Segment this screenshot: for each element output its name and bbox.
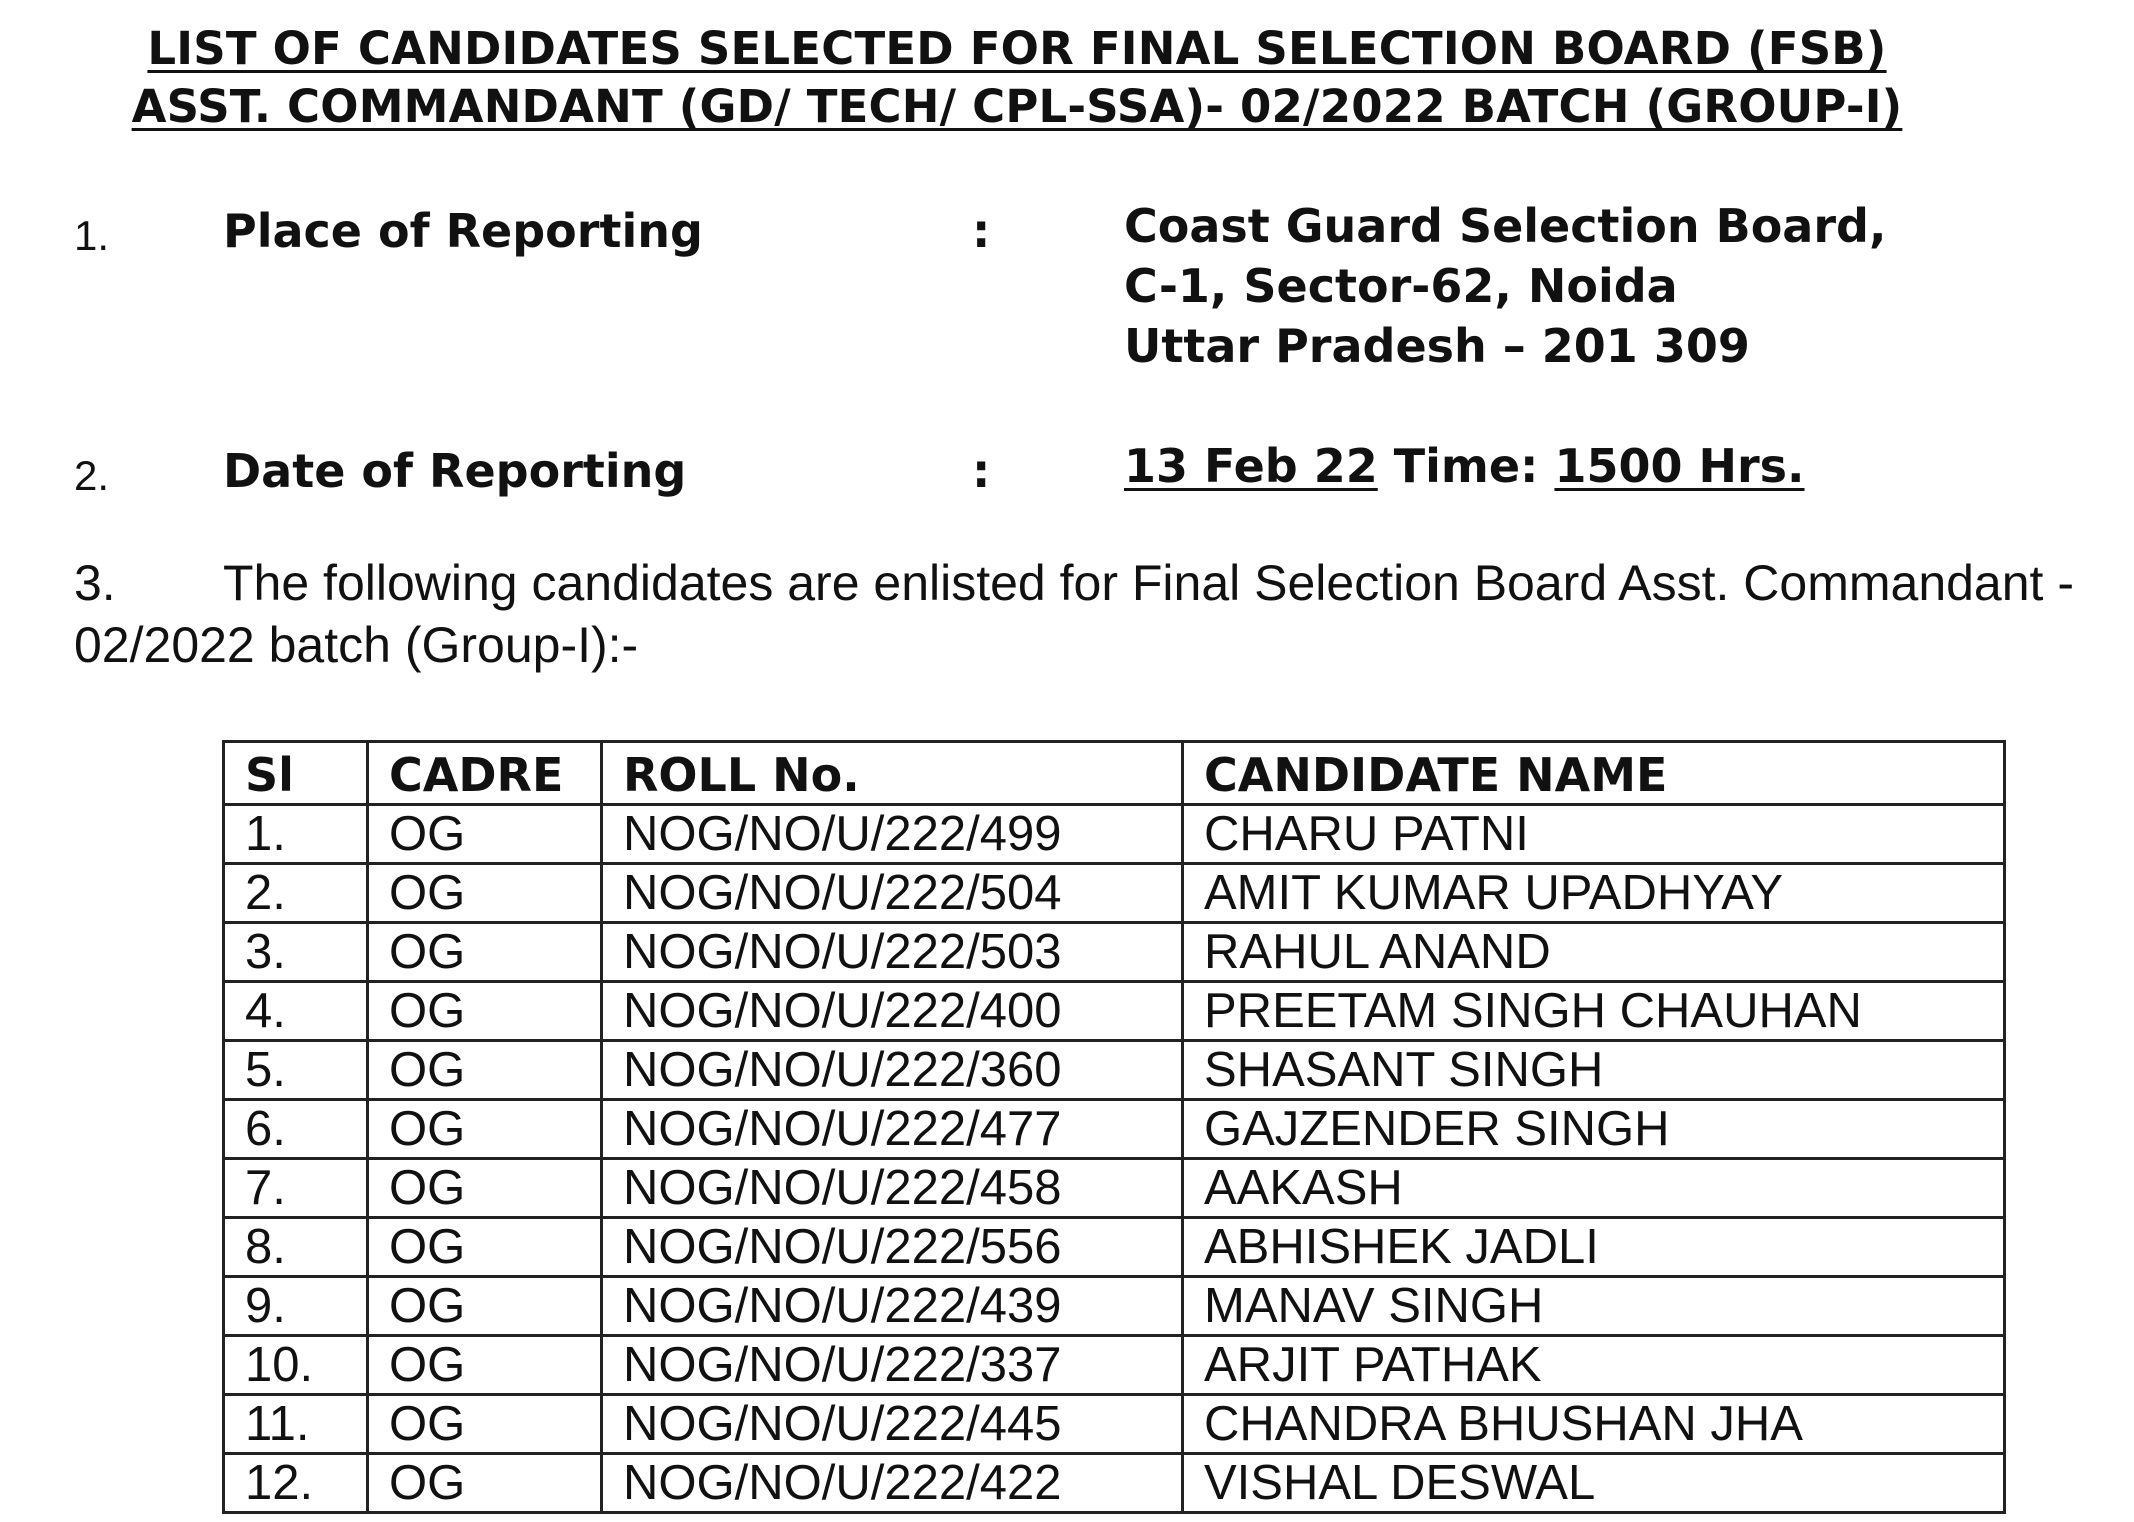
reporting-date: 13 Feb 22 [1124, 439, 1378, 493]
cell-cadre: OG [368, 864, 602, 923]
cell-sl: 5. [224, 1041, 368, 1100]
cell-candidate-name: AAKASH [1183, 1159, 2005, 1218]
cell-roll-no: NOG/NO/U/222/360 [602, 1041, 1183, 1100]
cell-roll-no: NOG/NO/U/222/504 [602, 864, 1183, 923]
table-row [224, 1277, 2005, 1336]
header-cadre: CADRE [368, 742, 602, 805]
table-row [224, 982, 2005, 1041]
address-line-2: C-1, Sector-62, Noida [1124, 259, 1678, 313]
paragraph-text: The following candidates are enlisted for Final Selection Board Asst. Commandant - 02/2022 batch (Group-I):- [74, 555, 2074, 673]
cell-roll-no: NOG/NO/U/222/445 [602, 1395, 1183, 1454]
cell-sl: 11. [224, 1395, 368, 1454]
cell-candidate-name: ARJIT PATHAK [1183, 1336, 2005, 1395]
item-3-number: 3. [74, 555, 116, 611]
table-row [224, 1159, 2005, 1218]
item-1-number: 1. [74, 212, 110, 259]
cell-roll-no: NOG/NO/U/222/556 [602, 1218, 1183, 1277]
cell-sl: 1. [224, 805, 368, 864]
cell-roll-no: NOG/NO/U/222/477 [602, 1100, 1183, 1159]
date-of-reporting-colon: : [972, 444, 991, 498]
cell-cadre: OG [368, 1395, 602, 1454]
cell-cadre: OG [368, 923, 602, 982]
cell-roll-no: NOG/NO/U/222/458 [602, 1159, 1183, 1218]
cell-cadre: OG [368, 1277, 602, 1336]
cell-candidate-name: MANAV SINGH [1183, 1277, 2005, 1336]
cell-cadre: OG [368, 1041, 602, 1100]
cell-cadre: OG [368, 1454, 602, 1513]
candidates-paragraph [74, 552, 2074, 676]
date-of-reporting-value [1124, 436, 1805, 496]
cell-candidate-name: GAJZENDER SINGH [1183, 1100, 2005, 1159]
cell-candidate-name: ABHISHEK JADLI [1183, 1218, 2005, 1277]
cell-candidate-name: CHANDRA BHUSHAN JHA [1183, 1395, 2005, 1454]
cell-cadre: OG [368, 1218, 602, 1277]
cell-cadre: OG [368, 805, 602, 864]
cell-sl: 12. [224, 1454, 368, 1513]
cell-sl: 9. [224, 1277, 368, 1336]
address-line-3: Uttar Pradesh – 201 309 [1124, 319, 1750, 373]
cell-candidate-name: RAHUL ANAND [1183, 923, 2005, 982]
cell-sl: 7. [224, 1159, 368, 1218]
cell-cadre: OG [368, 1100, 602, 1159]
cell-cadre: OG [368, 1159, 602, 1218]
cell-candidate-name: PREETAM SINGH CHAUHAN [1183, 982, 2005, 1041]
cell-candidate-name: AMIT KUMAR UPADHYAY [1183, 864, 2005, 923]
time-label: Time: [1377, 439, 1555, 493]
table-header-row [224, 742, 2005, 805]
cell-candidate-name: SHASANT SINGH [1183, 1041, 2005, 1100]
cell-roll-no: NOG/NO/U/222/400 [602, 982, 1183, 1041]
cell-candidate-name: VISHAL DESWAL [1183, 1454, 2005, 1513]
document-subtitle: ASST. COMMANDANT (GD/ TECH/ CPL-SSA)- 02/2022 BATCH (GROUP-I) [131, 80, 1903, 133]
table-row [224, 1218, 2005, 1277]
table-row [224, 1395, 2005, 1454]
cell-sl: 6. [224, 1100, 368, 1159]
place-of-reporting-colon: : [972, 204, 991, 258]
cell-roll-no: NOG/NO/U/222/422 [602, 1454, 1183, 1513]
header-roll-no: ROLL No. [602, 742, 1183, 805]
item-2-number: 2. [74, 452, 110, 499]
date-of-reporting-label: Date of Reporting [223, 444, 687, 498]
cell-sl: 10. [224, 1336, 368, 1395]
cell-sl: 4. [224, 982, 368, 1041]
cell-roll-no: NOG/NO/U/222/439 [602, 1277, 1183, 1336]
table-row [224, 1454, 2005, 1513]
cell-roll-no: NOG/NO/U/222/503 [602, 923, 1183, 982]
table-row [224, 805, 2005, 864]
reporting-time: 1500 Hrs. [1554, 439, 1805, 493]
cell-cadre: OG [368, 1336, 602, 1395]
place-of-reporting-address [1124, 196, 1886, 376]
table-row [224, 923, 2005, 982]
cell-sl: 3. [224, 923, 368, 982]
place-of-reporting-label: Place of Reporting [223, 204, 703, 258]
cell-cadre: OG [368, 982, 602, 1041]
header-sl: Sl [224, 742, 368, 805]
cell-roll-no: NOG/NO/U/222/337 [602, 1336, 1183, 1395]
table-row [224, 1336, 2005, 1395]
header-candidate-name: CANDIDATE NAME [1183, 742, 2005, 805]
cell-candidate-name: CHARU PATNI [1183, 805, 2005, 864]
cell-sl: 2. [224, 864, 368, 923]
table-row [224, 1100, 2005, 1159]
candidates-table [222, 740, 2006, 1514]
cell-roll-no: NOG/NO/U/222/499 [602, 805, 1183, 864]
table-row [224, 1041, 2005, 1100]
document-title: LIST OF CANDIDATES SELECTED FOR FINAL SELECTION BOARD (FSB) [147, 22, 1887, 75]
table-row [224, 864, 2005, 923]
address-line-1: Coast Guard Selection Board, [1124, 199, 1887, 253]
cell-sl: 8. [224, 1218, 368, 1277]
